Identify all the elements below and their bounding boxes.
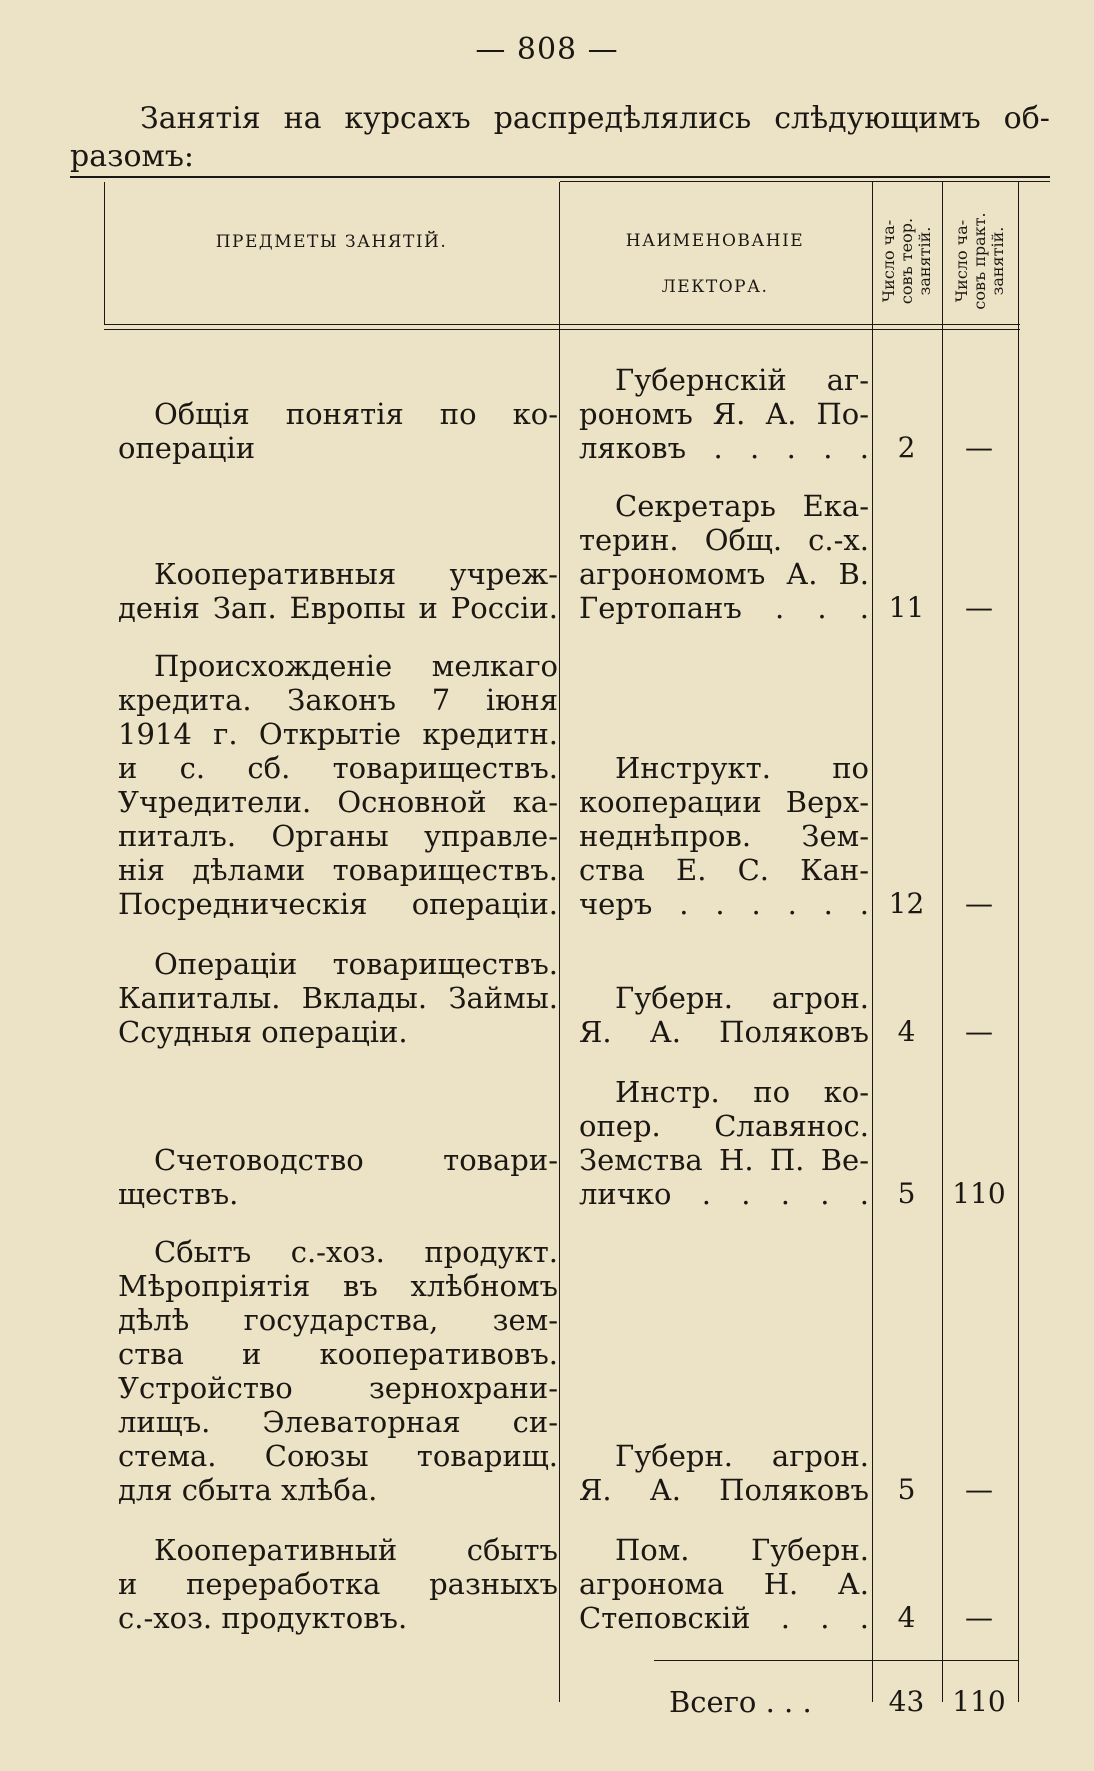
subject-line: нія дѣлами товариществъ.	[118, 853, 558, 887]
table-right-border	[1018, 182, 1019, 1702]
row-lecturer	[579, 1533, 869, 1635]
practice-hours: —	[965, 431, 993, 464]
intro-line-1	[70, 100, 1050, 138]
subject-line: Кооперативныя учреж-	[154, 557, 558, 591]
intro-paragraph	[70, 100, 1050, 176]
subject-line: кредита. Законъ 7 іюня	[118, 683, 558, 717]
page-number: — 808 —	[475, 32, 619, 67]
lecturer-line: Секретарь Ека-	[615, 489, 869, 523]
row-lecturer	[579, 981, 869, 1049]
lecturer-line: неднѣпров. Зем-	[579, 819, 869, 853]
column-divider	[559, 182, 560, 1702]
practice-hours: —	[965, 1601, 993, 1634]
subject-line: Учредители. Основной ка-	[118, 785, 558, 819]
row-lecturer	[579, 1075, 869, 1211]
row-subject	[118, 1235, 558, 1507]
intro-word: Занятія	[140, 101, 261, 136]
total-rule	[654, 1660, 1018, 1661]
header-lecturer-line: НАИМЕНОВАНІЕ	[625, 231, 805, 251]
lecturer-line: Инстр. по ко-	[615, 1075, 869, 1109]
total-label: Всего . . .	[669, 1685, 812, 1719]
lecturer-line: Гертопанъ . . .	[579, 591, 869, 625]
intro-word: об-	[1003, 101, 1050, 136]
theory-hours: 4	[897, 1601, 916, 1634]
header-practice-line: занятій.	[988, 226, 1007, 296]
practice-hours: —	[965, 1015, 993, 1048]
intro-word: курсахъ	[344, 101, 471, 136]
theory-hours: 5	[897, 1473, 916, 1506]
header-theory-line: совъ теор.	[897, 217, 916, 305]
subject-line: Кооперативный сбытъ	[154, 1533, 558, 1567]
intro-line-2: разомъ:	[70, 139, 195, 174]
lecturer-line: опер. Славянос.	[579, 1109, 869, 1143]
column-divider	[872, 182, 873, 1702]
subject-line: и переработка разныхъ	[118, 1567, 558, 1601]
row-subject	[118, 649, 558, 921]
lecturer-line: агрономомъ А. В.	[579, 557, 869, 591]
lecturer-line: Я. А. Поляковъ	[579, 1473, 869, 1507]
subject-line: с.-хоз. продуктовъ.	[118, 1601, 408, 1635]
subject-line: стема. Союзы товарищ.	[118, 1439, 558, 1473]
subject-line: Происхожденіе мелкаго	[154, 649, 558, 683]
theory-hours: 12	[888, 887, 925, 920]
lecturer-line: Инструкт. по	[615, 751, 869, 785]
intro-word: на	[283, 101, 322, 136]
row-lecturer	[579, 1439, 869, 1507]
intro-word: слѣдующимъ	[774, 101, 981, 136]
lecturer-line: агронома Н. А.	[579, 1567, 869, 1601]
intro-word: распредѣлялись	[493, 101, 752, 136]
lecturer-line: Губерн. агрон.	[615, 1439, 869, 1473]
lecturer-line: ства Е. С. Кан-	[579, 853, 869, 887]
subject-line: лищъ. Элеваторная си-	[118, 1405, 558, 1439]
row-lecturer	[579, 751, 869, 921]
subject-line: Общія понятія по ко-	[154, 397, 558, 431]
subject-line: Мѣропріятія въ хлѣбномъ	[118, 1269, 558, 1303]
table-left-border	[104, 182, 105, 324]
lecturer-line: Губернскій аг-	[615, 363, 869, 397]
lecturer-line: терин. Общ. с.-х.	[579, 523, 869, 557]
subject-line: 1914 г. Открытіе кредитн.	[118, 717, 558, 751]
header-subject: ПРЕДМЕТЫ ЗАНЯТІЙ.	[215, 232, 448, 252]
row-lecturer	[579, 489, 869, 625]
lecturer-line: Земства Н. П. Ве-	[579, 1143, 869, 1177]
lecturer-line: рономъ Я. А. По-	[579, 397, 869, 431]
lecturer-line: кооперации Верх-	[579, 785, 869, 819]
row-subject	[118, 947, 558, 1049]
subject-line: питалъ. Органы управле-	[118, 819, 558, 853]
row-subject	[118, 1533, 558, 1635]
subject-line: Сбытъ с.-хоз. продукт.	[154, 1235, 558, 1269]
lecturer-line: Пом. Губерн.	[615, 1533, 869, 1567]
courses-table	[104, 182, 1020, 1719]
subject-line: Устройство зернохрани-	[118, 1371, 558, 1405]
practice-hours: —	[965, 887, 993, 920]
subject-line: денія Зап. Европы и Россіи.	[118, 591, 558, 625]
lecturer-line: черъ . . . . . .	[579, 887, 869, 921]
lecturer-line: Я. А. Поляковъ	[579, 1015, 869, 1049]
header-theory-hours	[880, 191, 934, 331]
header-practice-hours	[953, 191, 1007, 331]
header-theory-line: Число ча-	[879, 219, 898, 303]
subject-line: дѣлѣ государства, зем-	[118, 1303, 558, 1337]
table-top-rule	[70, 176, 1050, 178]
header-practice-line: Число ча-	[952, 219, 971, 303]
subject-line: ществъ.	[118, 1177, 239, 1211]
subject-line: операціи	[118, 431, 256, 465]
row-subject	[118, 557, 558, 625]
practice-hours: —	[965, 1473, 993, 1506]
header-lecturer	[559, 218, 871, 310]
subject-line: Счетоводство товари-	[154, 1143, 558, 1177]
subject-line: ства и кооперативовъ.	[118, 1337, 558, 1371]
subject-line: Посредническія операціи.	[118, 887, 558, 921]
subject-line: и с. сб. товариществъ.	[118, 751, 558, 785]
practice-hours: 110	[952, 1177, 1006, 1210]
subject-line: Капиталы. Вклады. Займы.	[118, 981, 558, 1015]
theory-hours: 2	[897, 431, 916, 464]
header-lecturer-line: ЛЕКТОРА.	[661, 277, 769, 297]
theory-hours: 4	[897, 1015, 916, 1048]
header-practice-line: совъ практ.	[970, 212, 989, 310]
total-theory-hours: 43	[888, 1685, 925, 1718]
total-practice-hours: 110	[952, 1685, 1006, 1718]
row-subject	[118, 1143, 558, 1211]
subject-line: Операціи товариществъ.	[154, 947, 558, 981]
lecturer-line: Степовскій . . .	[579, 1601, 869, 1635]
header-theory-line: занятій.	[915, 226, 934, 296]
practice-hours: —	[965, 591, 993, 624]
column-divider	[942, 182, 943, 1702]
row-subject	[118, 397, 558, 465]
row-lecturer	[579, 363, 869, 465]
subject-line: для сбыта хлѣба.	[118, 1473, 378, 1507]
theory-hours: 11	[888, 591, 925, 624]
theory-hours: 5	[897, 1177, 916, 1210]
lecturer-line: личко . . . . .	[579, 1177, 869, 1211]
lecturer-line: Губерн. агрон.	[615, 981, 869, 1015]
subject-line: Ссудныя операціи.	[118, 1015, 408, 1049]
lecturer-line: ляковъ . . . . .	[579, 431, 869, 465]
